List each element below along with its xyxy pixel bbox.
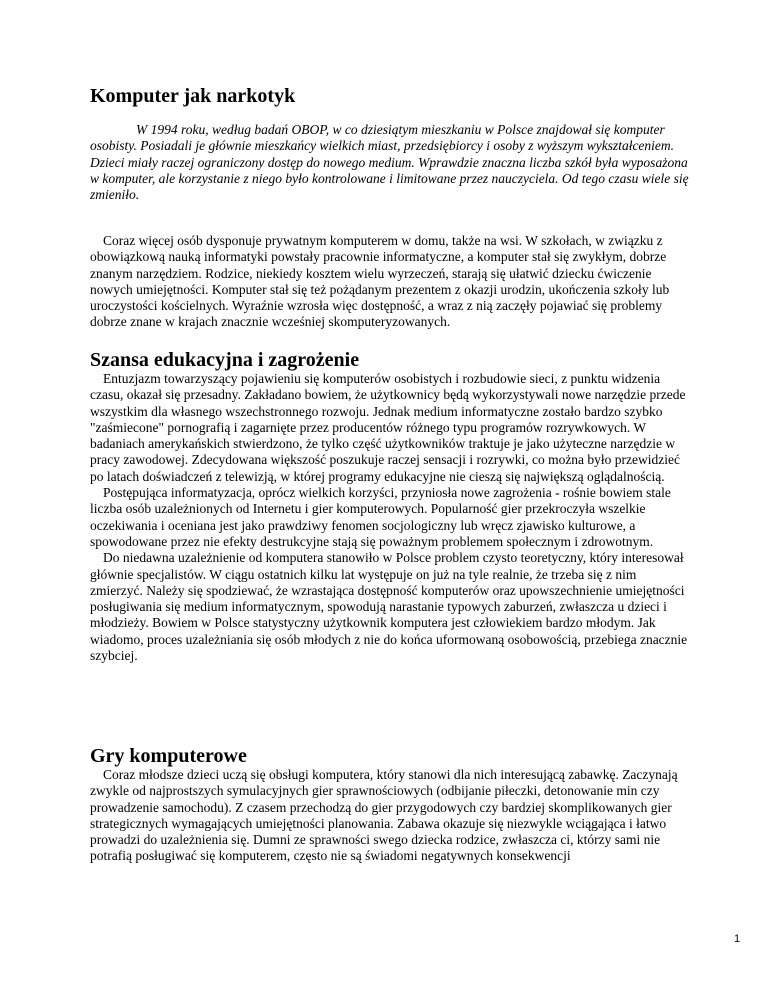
page-number: 1 bbox=[734, 933, 741, 945]
section2-paragraph-2: Postępująca informatyzacja, oprócz wielkich korzyści, przyniosła nowe zagrożenia - rośnie bowiem stale liczba osób uzależnionych od Internetu i gier komputerowych. Popularność gier przekroczyła wszelkie oczekiwania i oceniana jest jako prawdziwy fenomen socjologiczny lub wręcz zjawisko kulturowe, a spowodowane przez nie efekty destrukcyjne stają się poważnym problemem społecznym i zdrowotnym. bbox=[90, 485, 671, 549]
section-body-education bbox=[90, 371, 690, 664]
section3-paragraph-1: Coraz młodsze dzieci uczą się obsługi komputera, który stanowi dla nich interesującą zabawkę. Zaczynają zwykle od najprostszych symulacyjnych gier sprawnościowych (odbijanie piłeczki, detonowanie min czy prowadzenie samochodu). Z czasem przechodzą do gier przygodowych czy bardziej skomplikowanych gier strategicznych wymagających umiejętności planowania. Zabawa okazuje się niezwykle wciągająca i łatwo prowadzi do uzależnienia się. Dumni ze sprawności swego dziecka rodzice, zwłaszcza ci, którzy sami nie potrafią posługiwać się komputerem, często nie są świadomi negatywnych konsekwencji bbox=[90, 767, 678, 864]
section-body-games bbox=[90, 767, 690, 865]
section-heading-education: Szansa edukacyjna i zagrożenie bbox=[90, 349, 360, 371]
intro-paragraph: W 1994 roku, według badań OBOP, w co dziesiątym mieszkaniu w Polsce znajdował się komputer osobisty. Posiadali je głównie mieszkańcy wielkich miast, przedsiębiorcy i osoby z wyższym wykształceniem. Dzieci miały raczej ograniczony dostęp do nowego medium. Wprawdzie znaczna liczba szkół była wyposażona w komputer, ale korzystanie z niego było kontrolowane i limitowane przez nauczyciela. Od tego czasu wiele się zmieniło. bbox=[90, 122, 689, 203]
section2-paragraph-1: Entuzjazm towarzyszący pojawieniu się komputerów osobistych i rozbudowie sieci, z punktu widzenia czasu, okazał się przesadny. Zakładano bowiem, że użytkownicy będą wykorzystywali nowe narzędzie przede wszystkim dla własnego wszechstronnego rozwoju. Jednak medium informatyczne zostało bardzo szybko "zaśmiecone" pornografią i zagarnięte przez producentów różnego typu programów rozrywkowych. W badaniach amerykańskich stwierdzono, że tylko część użytkowników traktuje je jako użyteczne narzędzie w pracy zawodowej. Zdecydowana większość poszukuje raczej sensacji i rozrywki, co można było przewidzieć po latach doświadczeń z telewizją, w której programy edukacyjne nie cieszą się największą oglądalnością. bbox=[90, 371, 686, 484]
page-title: Komputer jak narkotyk bbox=[90, 85, 296, 107]
body-paragraph-1: Coraz więcej osób dysponuje prywatnym komputerem w domu, także na wsi. W szkołach, w związku z obowiązkową nauką informatyki powstały pracownie informatyczne, a komputer stał się zwykłym, dobrze znanym narzędziem. Rodzice, niekiedy kosztem wielu wyrzeczeń, starają się ułatwić dziecku ćwiczenie nowych umiejętności. Komputer stał się też pożądanym prezentem z okazji urodzin, ukończenia szkoły lub uroczystości kościelnych. Wyraźnie wzrosła więc dostępność, a wraz z nią zaczęły pojawiać się problemy dobrze znane w krajach znacznie wcześniej skomputeryzowanych. bbox=[90, 233, 670, 330]
section-heading-games: Gry komputerowe bbox=[90, 745, 247, 767]
section2-paragraph-3: Do niedawna uzależnienie od komputera stanowiło w Polsce problem czysto teoretyczny, który interesował głównie specjalistów. W ciągu ostatnich kilku lat występuje on już na tyle realnie, że trzeba się z nim zmierzyć. Należy się spodziewać, że wzrastająca dostępność komputerów oraz upowszechnienie umiejętności posługiwania się medium informatycznym, spowodują narastanie typowych zaburzeń, zwłaszcza u dzieci i młodzieży. Bowiem w Polsce statystyczny użytkownik komputera jest człowiekiem bardzo młodym. Jak wiadomo, proces uzależniania się osób młodych z nie do końca uformowaną osobowością, przebiega znacznie szybciej. bbox=[90, 550, 688, 664]
